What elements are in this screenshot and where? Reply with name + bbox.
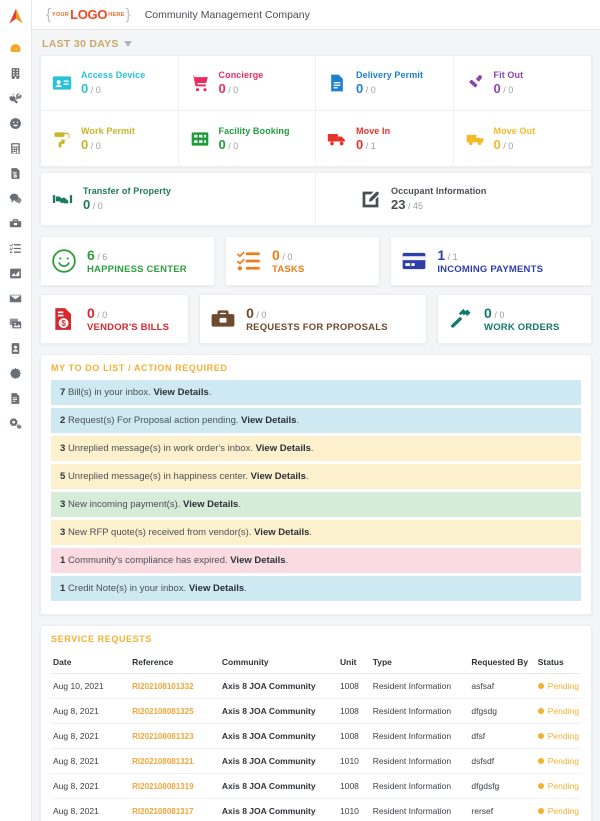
kpi-wide-card[interactable] [41,173,316,225]
kpi-value: 23 / 45 [391,197,423,212]
kpi-card[interactable] [41,56,179,111]
summary-card[interactable] [199,294,427,344]
gallery-icon [9,317,22,330]
status-dot-icon [538,708,544,714]
building-icon [9,67,22,80]
cell-status [536,674,581,699]
cell-requested-by: dsfsdf [469,749,535,774]
hammer-icon [448,306,474,332]
view-details-link[interactable]: View Details [188,583,245,594]
cell-date: Aug 8, 2021 [51,749,130,774]
column-header[interactable]: Date [51,651,130,674]
kpi-card[interactable] [454,56,592,111]
summary-value: 0 / 0 [87,305,108,321]
summary-label: REQUESTS FOR PROPOSALS [246,322,388,333]
van-icon [463,129,487,149]
todo-text: Unreplied message(s) in work order's inbox. [67,443,253,454]
view-details-link[interactable]: View Details [255,443,311,454]
cell-reference[interactable]: RI202108081321 [130,749,220,774]
edit-square-icon [358,189,382,210]
todo-text: New incoming payment(s). [67,499,181,510]
sidebar-item-maintenance[interactable] [3,88,29,108]
smiley-icon [9,117,22,130]
kpi-value: 0 / 0 [218,81,239,96]
sidebar-item-invoices[interactable] [3,163,29,183]
cell-type: Resident Information [371,724,470,749]
document-lines-icon [325,73,349,93]
table-row[interactable] [51,799,581,821]
sidebar-item-gallery[interactable] [3,313,29,333]
cell-unit: 1010 [338,799,371,821]
company-logo[interactable] [42,5,135,24]
contact-card-icon [9,342,22,355]
cell-requested-by: dfgsdg [469,699,535,724]
todo-count: 1 [60,583,66,594]
cell-reference[interactable]: RI202108081323 [130,724,220,749]
kpi-card[interactable] [41,111,179,166]
paint-roller-icon [50,129,74,149]
cell-type: Resident Information [371,799,470,821]
todo-text: Community's compliance has expired. [67,555,228,566]
calculator-icon [9,142,22,155]
sidebar-item-buildings[interactable] [3,63,29,83]
view-details-link[interactable]: View Details [254,527,310,538]
cell-reference[interactable]: RI202108081319 [130,774,220,799]
smiley-circle-icon [51,248,77,274]
cell-community: Axis 8 JOA Community [220,699,338,724]
handshake-icon [50,189,74,210]
view-details-link[interactable]: View Details [153,387,209,398]
status-badge: Pending [538,731,579,741]
todo-item[interactable] [51,520,581,545]
cell-type: Resident Information [371,774,470,799]
summary-card[interactable] [40,294,189,344]
column-header[interactable]: Unit [338,651,371,674]
summary-card[interactable] [40,236,215,286]
summary-label: TASKS [272,264,305,275]
kpi-value: 0 / 0 [218,136,239,152]
cell-community: Axis 8 JOA Community [220,774,338,799]
sidebar-item-tasks[interactable] [3,238,29,258]
todo-list [51,380,581,601]
todo-period: . [305,471,309,482]
view-details-link[interactable]: View Details [183,499,239,510]
page-title: Community Management Company [144,8,310,21]
invoice-icon [9,167,22,180]
cell-unit: 1008 [338,724,371,749]
view-details-link[interactable]: View Details [230,555,286,566]
screwdriver-icon [463,73,487,93]
kpi-label: Fit Out [493,70,524,80]
bill-dollar-icon [51,306,77,332]
sidebar [0,0,32,821]
document-icon [9,392,22,405]
cell-community: Axis 8 JOA Community [220,799,338,821]
cell-unit: 1008 [338,774,371,799]
kpi-label: Move In [356,125,391,136]
summary-value: 0 / 0 [246,305,267,321]
todo-item[interactable] [51,436,581,461]
kpi-label: Access Device [81,70,146,80]
service-requests-title: SERVICE REQUESTS [51,634,152,644]
svg-text:$: $ [61,319,66,329]
summary-card[interactable] [225,236,380,286]
todo-item[interactable] [51,576,581,601]
sidebar-item-accounting[interactable] [3,138,29,158]
cell-requested-by: dfsf [469,724,535,749]
kpi-value: 0 / 1 [356,136,376,152]
todo-item[interactable] [51,408,581,433]
kpi-value: 0 / 0 [81,81,101,96]
status-dot-icon [538,683,544,689]
cell-reference[interactable]: RI202108081325 [130,699,220,724]
table-row[interactable] [51,724,581,749]
service-requests-table [51,651,581,821]
cell-date: Aug 8, 2021 [51,699,130,724]
cell-date: Aug 10, 2021 [51,674,130,699]
checklist-orange-icon [236,248,262,274]
todo-item[interactable] [51,548,581,573]
cell-requested-by: dfgdsfg [469,774,535,799]
kpi-value: 0 / 0 [81,136,101,152]
todo-count: 2 [60,415,66,426]
credit-card-icon [401,248,427,274]
cell-community: Axis 8 JOA Community [220,749,338,774]
summary-value: 6 / 6 [87,247,108,263]
todo-item[interactable] [51,380,581,405]
column-header[interactable]: Requested By [469,651,535,674]
kpi-label: Occupant Information [391,186,487,196]
kpi-label: Move Out [493,125,536,136]
column-header[interactable]: Reference [130,651,220,674]
todo-period: . [296,415,300,426]
logo-suffix: HERE [108,12,125,18]
logo-brace-left: { [46,6,52,23]
kpi-card[interactable] [179,111,317,166]
cell-status [536,774,581,799]
id-card-icon [50,73,74,93]
kpi-value: 0 / 0 [493,81,514,96]
logo-prefix: YOUR [52,12,70,18]
kpi-wide-grid [40,172,592,226]
todo-period: . [244,583,247,594]
kpi-wide-card[interactable] [316,173,591,225]
summary-card[interactable] [390,236,592,286]
logo-brace-right: } [125,6,131,23]
todo-panel [40,354,592,615]
status-dot-icon [538,758,544,764]
todo-count: 7 [60,387,66,398]
sidebar-item-contacts[interactable] [3,338,29,358]
sidebar-item-reports[interactable] [3,263,29,283]
kpi-label: Facility Booking [218,125,290,136]
sidebar-item-messages[interactable] [3,188,29,208]
cell-type: Resident Information [371,699,470,724]
kpi-grid [40,55,592,167]
summary-card[interactable] [437,294,592,344]
checklist-icon [9,242,22,255]
sidebar-item-configuration[interactable] [3,413,29,433]
status-badge: Pending [538,781,579,791]
kpi-label: Transfer of Property [83,186,172,196]
tools-icon [9,92,22,105]
sidebar-item-settings[interactable] [3,363,29,383]
summary-value: 0 / 0 [272,247,293,263]
sidebar-item-documents[interactable] [3,388,29,408]
summary-label: INCOMING PAYMENTS [437,264,544,275]
envelope-icon [9,292,22,305]
summary-strip-primary [40,236,592,286]
sidebar-item-dashboard[interactable] [3,38,29,58]
service-requests-panel [40,625,592,821]
sidebar-item-happiness[interactable] [3,113,29,133]
todo-text: Bill(s) in your inbox. [67,387,151,398]
status-dot-icon [538,808,544,814]
todo-text: Unreplied message(s) in happiness center. [67,471,249,482]
todo-period: . [238,499,241,510]
todo-period: . [309,527,313,538]
sidebar-item-mail[interactable] [3,288,29,308]
cell-requested-by: rersef [469,799,535,821]
table-body [51,674,581,821]
todo-period: . [208,387,212,398]
kpi-label: Work Permit [81,125,135,136]
cell-status [536,724,581,749]
status-badge: Pending [538,806,579,816]
todo-text: Credit Note(s) in your inbox. [67,583,187,594]
cell-unit: 1010 [338,749,371,774]
todo-item[interactable] [51,464,581,489]
kpi-value: 0 / 0 [83,197,103,212]
todo-period: . [285,555,289,566]
todo-count: 3 [60,527,66,538]
logo-main-text: LOGO [70,7,108,22]
top-bar [32,0,600,30]
cell-status [536,749,581,774]
briefcase-icon [9,217,22,230]
cell-community: Axis 8 JOA Community [220,724,338,749]
table-row[interactable] [51,774,581,799]
todo-count: 5 [60,471,66,482]
kpi-value: 0 / 0 [493,136,514,152]
todo-period: . [310,443,314,454]
kpi-label: Delivery Permit [356,70,424,80]
date-range-label: LAST 30 DAYS [42,38,119,50]
summary-value: 0 / 0 [484,305,505,321]
column-header[interactable]: Status [536,651,581,674]
film-reel-icon [188,129,212,149]
chevron-down-icon[interactable] [124,41,132,47]
table-row[interactable] [51,749,581,774]
table-row[interactable] [51,699,581,724]
cell-requested-by: asfsaf [469,674,535,699]
status-badge: Pending [538,756,579,766]
todo-text: Request(s) For Proposal action pending. [67,415,239,426]
table-header-row [51,651,581,674]
view-details-link[interactable]: View Details [250,471,306,482]
kpi-card[interactable] [316,56,454,111]
cell-date: Aug 8, 2021 [51,774,130,799]
cell-community: Axis 8 JOA Community [220,674,338,699]
summary-label: VENDOR'S BILLS [87,322,170,333]
cell-unit: 1008 [338,674,371,699]
table-row[interactable] [51,674,581,699]
sidebar-item-vendors[interactable] [3,213,29,233]
settings-cogs-icon [9,417,22,430]
svg-text:$: $ [14,174,16,178]
cell-status [536,799,581,821]
chat-icon [9,192,22,205]
content-scroll [32,30,600,821]
dashboard-gauge-icon [9,42,22,55]
cell-reference[interactable]: RI202108081317 [130,799,220,821]
chart-icon [9,267,22,280]
kpi-label: Concierge [218,70,264,80]
kpi-card[interactable] [316,111,454,166]
status-dot-icon [538,733,544,739]
cell-reference[interactable]: RI202108101332 [130,674,220,699]
todo-item[interactable] [51,492,581,517]
column-header[interactable]: Type [371,651,470,674]
main-area [32,0,600,821]
cell-type: Resident Information [371,674,470,699]
summary-label: HAPPINESS CENTER [87,264,187,275]
status-badge: Pending [538,681,579,691]
todo-count: 3 [60,443,66,454]
kpi-card[interactable] [454,111,592,166]
cell-unit: 1008 [338,699,371,724]
view-details-link[interactable]: View Details [241,415,297,426]
column-header[interactable]: Community [220,651,338,674]
status-dot-icon [538,783,544,789]
flame-logo-icon[interactable] [5,6,27,28]
cell-status [536,699,581,724]
shopping-cart-icon [188,73,212,93]
summary-strip-secondary [40,294,592,344]
date-range-filter[interactable] [40,30,592,55]
status-badge: Pending [538,706,579,716]
cell-type: Resident Information [371,749,470,774]
sidebar-nav [3,38,29,438]
gear-solid-icon [9,367,22,380]
cell-date: Aug 8, 2021 [51,724,130,749]
kpi-card[interactable] [179,56,317,111]
summary-value: 1 / 1 [437,247,458,263]
truck-icon [325,129,349,149]
briefcase-brown-icon [210,306,236,332]
todo-count: 3 [60,499,66,510]
kpi-value: 0 / 0 [356,81,376,96]
todo-text: New RFP quote(s) received from vendor(s). [67,527,252,538]
todo-count: 1 [60,555,66,566]
todo-panel-title: MY TO DO LIST / ACTION REQUIRED [51,363,228,373]
summary-label: WORK ORDERS [484,322,560,333]
cell-date: Aug 8, 2021 [51,799,130,821]
